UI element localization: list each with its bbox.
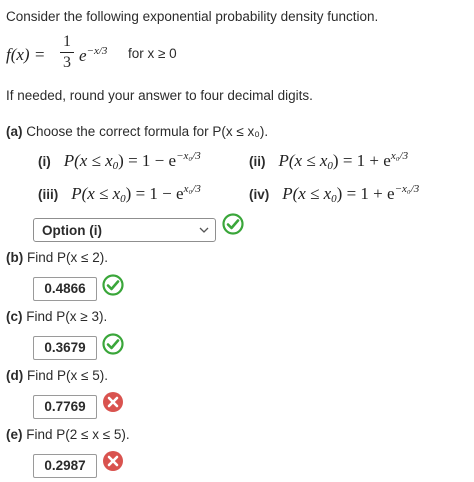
part-e-question: Find P(2 ≤ x ≤ 5). [26,427,130,442]
intro-text: Consider the following exponential probability density function. [6,9,379,24]
pdf-frac-bar [60,52,74,53]
option-iv-formula: $P(x \le x_0) = 1 + e^{-x_0/3}$ [282,183,420,205]
part-a-label: (a) [6,124,23,139]
pdf-lhs: f(x) = [6,45,46,64]
option-iv [249,183,419,205]
pdf-frac-den: 3 [63,54,71,71]
part-b-label: (b) [6,250,24,265]
option-ii-formula: $P(x \le x_0) = 1 + e^{x_0/3}$ [278,150,409,172]
option-ii-label: (ii) [249,154,266,169]
formula-select[interactable] [33,218,216,242]
x-icon [102,391,124,413]
part-e-label: (e) [6,427,23,442]
part-d-heading [6,368,108,383]
pdf-exp-term: $e^{-x/3}$ [79,45,108,65]
round-note: If needed, round your answer to four decimal digits. [6,88,313,103]
part-c-answer-field[interactable]: 0.3679 [33,336,97,360]
part-d-question: Find P(x ≤ 5). [27,368,108,383]
formula-select-value: Option (i) [42,223,102,238]
pdf-condition: for x ≥ 0 [128,46,177,61]
part-c-heading [6,309,107,324]
part-b-question: Find P(x ≤ 2). [27,250,108,265]
part-a-question: Choose the correct formula for P(x ≤ x₀). [26,124,269,139]
part-a-heading [6,124,268,139]
part-c-question: Find P(x ≥ 3). [26,309,108,324]
option-ii [249,150,408,172]
pdf-frac-num: 1 [63,33,71,50]
part-e-answer-field[interactable]: 0.2987 [33,454,97,478]
part-d-label: (d) [6,368,24,383]
chevron-down-icon [199,225,209,235]
option-i [38,150,201,172]
option-iv-label: (iv) [249,187,270,202]
part-d-answer-field[interactable]: 0.7769 [33,395,97,419]
part-e-heading [6,427,130,442]
part-c-label: (c) [6,309,23,324]
check-icon [102,333,124,355]
check-icon [222,213,244,235]
x-icon [102,450,124,472]
option-iii-formula: $P(x \le x_0) = 1 - e^{x_0/3}$ [71,183,201,205]
option-i-label: (i) [38,154,51,169]
option-iii-label: (iii) [38,187,59,202]
option-iii [38,183,201,205]
part-b-heading [6,250,108,265]
part-b-answer-field[interactable]: 0.4866 [33,277,97,301]
check-icon [102,274,124,296]
option-i-formula: $P(x \le x_0) = 1 - e^{-x_0/3}$ [63,150,201,172]
